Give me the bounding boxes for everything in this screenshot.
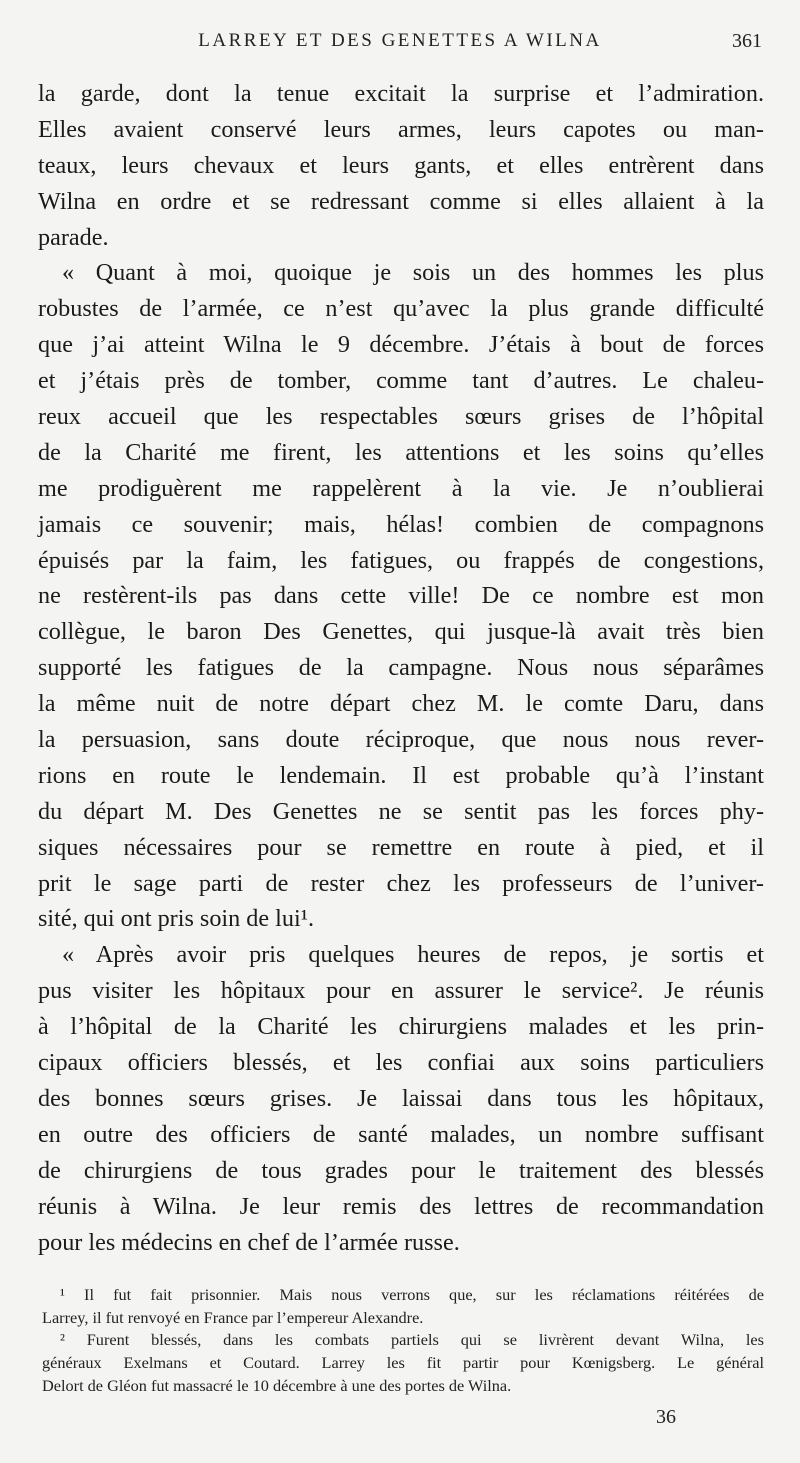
body-line: rions en route le lendemain. Il est probable qu’à l’instant: [38, 761, 764, 789]
body-line: en outre des officiers de santé malades, un nombre suffisant: [38, 1120, 764, 1148]
body-line: supporté les fatigues de la campagne. Nous nous séparâmes: [38, 654, 764, 682]
page-number: 361: [732, 30, 762, 52]
body-line: robustes de l’armée, ce n’est qu’avec la plus grande difficulté: [38, 295, 764, 323]
body-line: reux accueil que les respectables sœurs grises de l’hôpital: [38, 403, 764, 431]
signature-mark: 36: [656, 1406, 676, 1428]
body-line: jamais ce souvenir; mais, hélas! combien de compagnons: [38, 510, 764, 538]
body-line: pus visiter les hôpitaux pour en assurer le service². Je réunis: [38, 977, 764, 1005]
body-line: du départ M. Des Genettes ne se sentit pas les forces phy-: [38, 797, 764, 825]
footnote-line: ² Furent blessés, dans les combats partiels qui se livrèrent devant Wilna, les: [60, 1330, 764, 1350]
body-text: [38, 76, 764, 1260]
body-line: ne restèrent-ils pas dans cette ville! De ce nombre est mon: [38, 582, 764, 610]
body-line: des bonnes sœurs grises. Je laissai dans tous les hôpitaux,: [38, 1084, 764, 1112]
body-line: cipaux officiers blessés, et les confiai aux soins particuliers: [38, 1049, 764, 1077]
footnote-line: Larrey, il fut renvoyé en France par l’empereur Alexandre.: [42, 1307, 424, 1327]
footnote-line: ¹ Il fut fait prisonnier. Mais nous verrons que, sur les réclamations réitérées de: [60, 1285, 764, 1304]
body-line: la persuasion, sans doute réciproque, que nous nous rever-: [38, 726, 764, 754]
footnote-line: généraux Exelmans et Coutard. Larrey les fit partir pour Kœnigsberg. Le général: [42, 1353, 764, 1373]
body-line: « Après avoir pris quelques heures de repos, je sortis et: [62, 941, 764, 969]
body-line: pour les médecins en chef de l’armée russe.: [38, 1228, 460, 1256]
body-line: Elles avaient conservé leurs armes, leurs capotes ou man-: [38, 115, 764, 143]
body-line: que j’ai atteint Wilna le 9 décembre. J’étais à bout de forces: [38, 331, 764, 359]
footnote-line: Delort de Gléon fut massacré le 10 décembre à une des portes de Wilna.: [42, 1375, 512, 1395]
body-line: Wilna en ordre et se redressant comme si elles allaient à la: [38, 187, 764, 215]
body-line: la même nuit de notre départ chez M. le comte Daru, dans: [38, 690, 764, 718]
body-line: sité, qui ont pris soin de lui¹.: [38, 905, 314, 933]
body-line: prit le sage parti de rester chez les professeurs de l’univer-: [38, 869, 764, 897]
body-line: de chirurgiens de tous grades pour le traitement des blessés: [38, 1156, 764, 1184]
body-line: réunis à Wilna. Je leur remis des lettres de recommandation: [38, 1192, 764, 1220]
body-line: « Quant à moi, quoique je sois un des hommes les plus: [62, 259, 764, 287]
footnotes: [42, 1284, 764, 1397]
body-line: et j’étais près de tomber, comme tant d’autres. Le chaleu-: [38, 367, 764, 395]
body-line: épuisés par la faim, les fatigues, ou frappés de congestions,: [38, 546, 764, 574]
body-line: teaux, leurs chevaux et leurs gants, et elles entrèrent dans: [38, 151, 764, 179]
body-line: à l’hôpital de la Charité les chirurgiens malades et les prin-: [38, 1013, 764, 1041]
body-line: me prodiguèrent me rappelèrent à la vie. Je n’oublierai: [38, 474, 764, 502]
running-title: LARREY ET DES GENETTES A WILNA: [198, 30, 602, 51]
body-line: collègue, le baron Des Genettes, qui jusque-là avait très bien: [38, 618, 764, 646]
body-line: de la Charité me firent, les attentions et les soins qu’elles: [38, 438, 764, 466]
body-line: la garde, dont la tenue excitait la surprise et l’admiration.: [38, 80, 764, 107]
body-line: siques nécessaires pour se remettre en route à pied, et il: [38, 833, 764, 861]
running-header: [38, 30, 762, 60]
body-line: parade.: [38, 223, 109, 251]
